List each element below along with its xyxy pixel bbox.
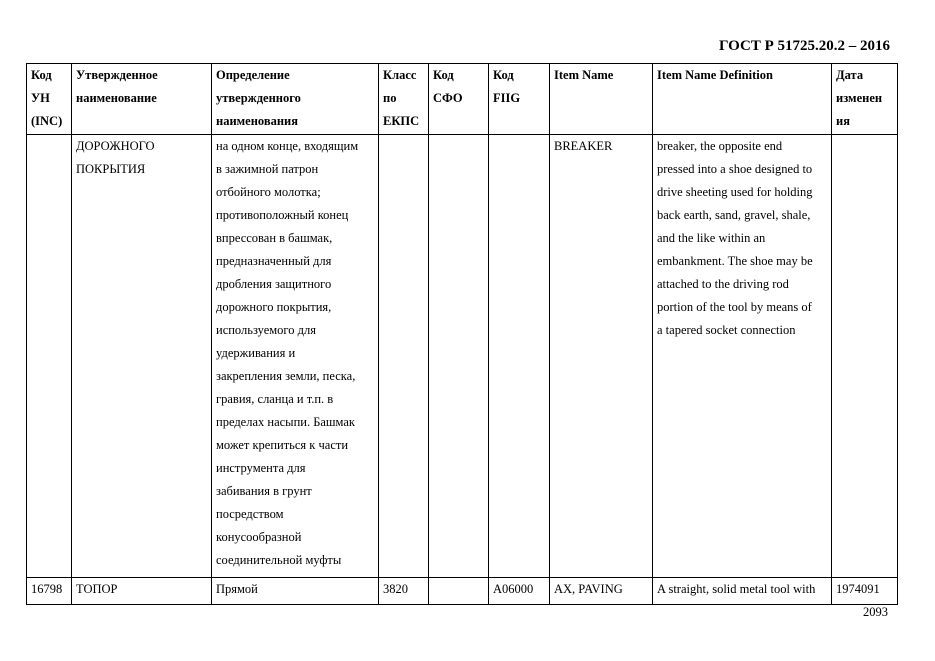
cell-item-name: BREAKER (550, 135, 653, 578)
cell-code-fiig (489, 135, 550, 578)
column-header-definition: Определение утвержденного наименования (212, 64, 379, 135)
cell-code-fiig: A06000 (489, 578, 550, 605)
cell-date-changed (832, 135, 898, 578)
cell-code-sfo (429, 135, 489, 578)
catalog-table (26, 63, 898, 605)
page-number: 2093 (863, 605, 888, 619)
table-header-row (27, 64, 898, 135)
cell-approved-name: ДОРОЖНОГО ПОКРЫТИЯ (72, 135, 212, 578)
cell-item-name-definition: A straight, solid metal tool with (653, 578, 832, 605)
cell-code-inc (27, 135, 72, 578)
table-row (27, 135, 898, 578)
column-header-item-name: Item Name (550, 64, 653, 135)
cell-definition: на одном конце, входящим в зажимной патрон отбойного молотка; противоположный конец впрессован в башмак, предназначенный для дробления защитного дорожного покрытия, используемого для удерживания и закрепления земли, песка, гравия, сланца и т.п. в пределах насыпи. Башмак может крепиться к части инструмента для забивания в грунт посредством конусообразной соединительной муфты (212, 135, 379, 578)
cell-definition: Прямой (212, 578, 379, 605)
column-header-approved-name: Утвержденное наименование (72, 64, 212, 135)
cell-item-name: AX, PAVING (550, 578, 653, 605)
column-header-code-sfo: Код СФО (429, 64, 489, 135)
document-standard-title: ГОСТ Р 51725.20.2 – 2016 (718, 38, 890, 54)
table-row (27, 578, 898, 605)
column-header-code-inc: Код УН (INC) (27, 64, 72, 135)
cell-code-sfo (429, 578, 489, 605)
cell-class-ekps: 3820 (379, 578, 429, 605)
column-header-class-ekps: Класс по ЕКПС (379, 64, 429, 135)
cell-class-ekps (379, 135, 429, 578)
cell-code-inc: 16798 (27, 578, 72, 605)
cell-date-changed: 1974091 (832, 578, 898, 605)
column-header-date-changed: Дата изменен ия (832, 64, 898, 135)
cell-item-name-definition: breaker, the opposite end pressed into a shoe designed to drive sheeting used for holding back earth, sand, gravel, shale, and the like within an embankment. The shoe may be attached to the driving rod portion of the tool by means of a tapered socket connection (653, 135, 832, 578)
column-header-code-fiig: Код FIIG (489, 64, 550, 135)
cell-approved-name: ТОПОР (72, 578, 212, 605)
column-header-item-name-definition: Item Name Definition (653, 64, 832, 135)
